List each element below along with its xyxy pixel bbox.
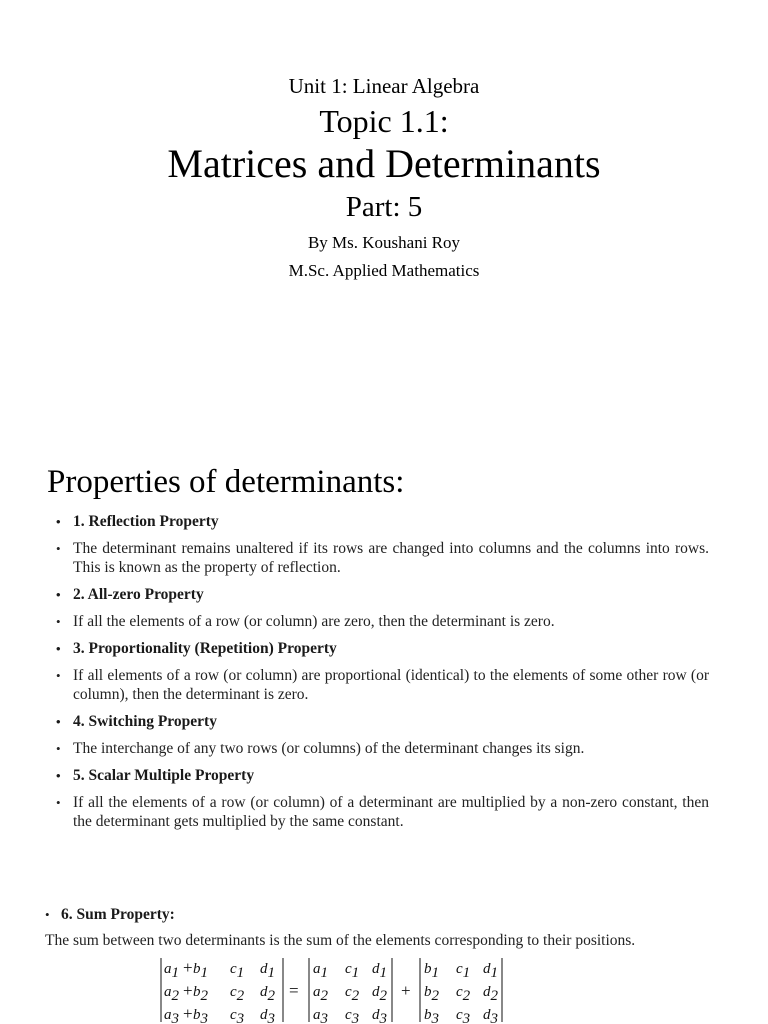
sum-property-formula: [160, 956, 510, 1024]
left-determinant-entry: d2: [260, 984, 275, 1004]
property-title-switching: • 4. Switching Property: [56, 712, 709, 731]
properties-list: [56, 512, 709, 839]
middle-determinant-entry: c1: [345, 961, 360, 981]
left-determinant-entry: d1: [260, 961, 275, 981]
left-determinant-entry: b2: [193, 984, 208, 1004]
right-determinant-entry: c1: [456, 961, 471, 981]
right-determinant-entry: d1: [483, 961, 498, 981]
page-title: Matrices and Determinants: [167, 141, 601, 186]
middle-determinant-entry: c3: [345, 1007, 360, 1024]
degree-label: M.Sc. Applied Mathematics: [288, 261, 480, 280]
left-determinant-entry: +: [183, 958, 193, 977]
left-determinant-entry: b3: [193, 1007, 208, 1024]
property-title-reflection: • 1. Reflection Property: [56, 512, 709, 531]
right-determinant-entry: d3: [483, 1007, 498, 1024]
right-determinant-entry: c3: [456, 1007, 471, 1024]
middle-determinant-entry: a3: [313, 1007, 328, 1024]
left-determinant-entry: d3: [260, 1007, 275, 1024]
property-title-all-zero: • 2. All-zero Property: [56, 585, 709, 604]
middle-determinant-entry: d1: [372, 961, 387, 981]
determinant-formula-svg: [160, 956, 510, 1024]
right-determinant-entry: b1: [424, 961, 439, 981]
section-heading: Properties of determinants:: [47, 464, 405, 500]
right-determinant-entry: b2: [424, 984, 439, 1004]
topic-label: Topic 1.1:: [319, 103, 449, 139]
sum-property-heading: • 6. Sum Property:: [45, 905, 175, 924]
property-title-scalar-multiple: • 5. Scalar Multiple Property: [56, 766, 709, 785]
left-determinant-entry: a3: [164, 1007, 179, 1024]
property-desc-reflection: • The determinant remains unaltered if its rows are changed into columns and the columns into rows. This is known as the property of reflection.: [56, 539, 709, 577]
left-determinant-entry: +: [183, 1004, 193, 1023]
plus-sign: +: [401, 981, 411, 1000]
equals-sign: =: [289, 981, 299, 1000]
property-title-proportionality: • 3. Proportionality (Repetition) Property: [56, 639, 709, 658]
property-desc-scalar-multiple: • If all the elements of a row (or column) of a determinant are multiplied by a non-zero constant, then the determinant gets multiplied by the same constant.: [56, 793, 709, 831]
author-label: By Ms. Koushani Roy: [307, 233, 461, 252]
middle-determinant-entry: c2: [345, 984, 360, 1004]
left-determinant-entry: c3: [230, 1007, 245, 1024]
property-desc-proportionality: • If all elements of a row (or column) are proportional (identical) to the elements of some other row (or column), then the determinant is zero.: [56, 666, 709, 704]
sum-property-description: The sum between two determinants is the sum of the elements corresponding to their positions.: [45, 932, 636, 949]
middle-determinant-entry: a2: [313, 984, 328, 1004]
title-block: [0, 70, 768, 284]
left-determinant-entry: b1: [193, 961, 208, 981]
right-determinant-entry: c2: [456, 984, 471, 1004]
unit-label: Unit 1: Linear Algebra: [288, 74, 480, 98]
property-desc-switching: • The interchange of any two rows (or columns) of the determinant changes its sign.: [56, 739, 709, 758]
middle-determinant-entry: a1: [313, 961, 328, 981]
left-determinant-entry: a1: [164, 961, 179, 981]
middle-determinant-entry: d2: [372, 984, 387, 1004]
property-desc-all-zero: • If all the elements of a row (or column) are zero, then the determinant is zero.: [56, 612, 709, 631]
right-determinant-entry: b3: [424, 1007, 439, 1024]
left-determinant-entry: c1: [230, 961, 245, 981]
part-label: Part: 5: [345, 191, 423, 223]
left-determinant-entry: +: [183, 981, 193, 1000]
left-determinant-entry: c2: [230, 984, 245, 1004]
left-determinant-entry: a2: [164, 984, 179, 1004]
right-determinant-entry: d2: [483, 984, 498, 1004]
middle-determinant-entry: d3: [372, 1007, 387, 1024]
